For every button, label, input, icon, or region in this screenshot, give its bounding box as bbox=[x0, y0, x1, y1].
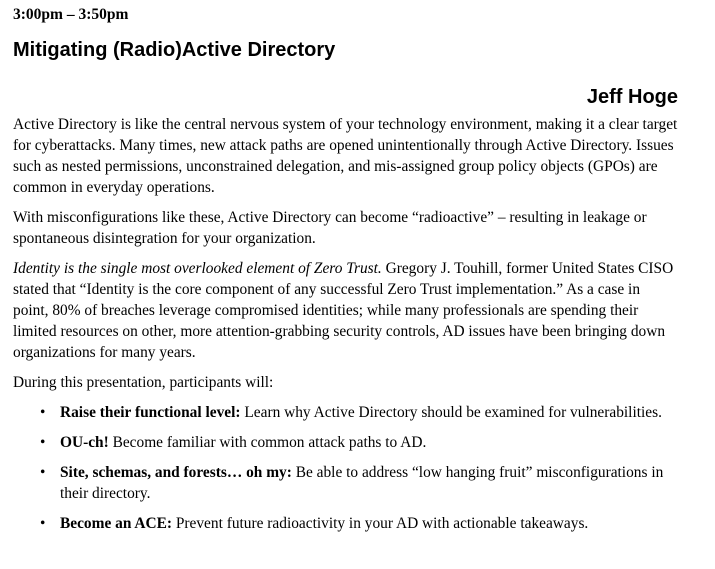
participants-intro: During this presentation, participants will: bbox=[13, 374, 274, 391]
list-item bbox=[13, 462, 678, 504]
zero-trust-body: Gregory J. Touhill, former United States CISO stated that “Identity is the core component of any successful Zero Trust implementation.” As a case in point, 80% of breaches leverage compromised identities; while many professionals are spending their limited resources on other, more attention-grabbing security controls, AD issues have been bringing down organizations for many years. bbox=[13, 260, 674, 361]
radioactive-paragraph: With misconfigurations like these, Active Directory can become “radioactive” – resulting in leakage or spontaneous disintegration for your organization. bbox=[13, 209, 647, 247]
list-item-heading: Become an ACE: bbox=[60, 515, 172, 532]
speaker-name: Jeff Hoge bbox=[586, 86, 678, 108]
list-item-text: Be able to address “low hanging fruit” misconfigurations in their directory. bbox=[60, 464, 664, 502]
list-item bbox=[13, 432, 678, 453]
list-item-heading: OU-ch! bbox=[60, 434, 109, 451]
session-title: Mitigating (Radio)Active Directory bbox=[13, 39, 336, 61]
intro-paragraph: Active Directory is like the central nervous system of your technology environment, making it a clear target for cyberattacks. Many times, new attack paths are opened unintentionally through Active Directory. Issues such as nested permissions, unconstrained delegation, and mis-assigned group policy objects (GPOs) are common in everyday operations. bbox=[13, 116, 678, 196]
list-item-heading: Site, schemas, and forests… oh my: bbox=[60, 464, 292, 481]
list-item-text: Become familiar with common attack paths to AD. bbox=[108, 434, 427, 451]
takeaways-list bbox=[13, 402, 678, 534]
list-item bbox=[13, 402, 678, 423]
session-time: 3:00pm – 3:50pm bbox=[13, 6, 129, 23]
list-item bbox=[13, 513, 678, 534]
bullet-marker: • bbox=[40, 464, 46, 481]
bullet-marker: • bbox=[40, 404, 46, 421]
list-item-text: Prevent future radioactivity in your AD with actionable takeaways. bbox=[172, 515, 589, 532]
list-item-text: Learn why Active Directory should be examined for vulnerabilities. bbox=[240, 404, 662, 421]
bullet-marker: • bbox=[40, 515, 46, 532]
zero-trust-paragraph bbox=[13, 258, 678, 363]
zero-trust-lead: Identity is the single most overlooked element of Zero Trust. bbox=[13, 260, 382, 277]
bullet-marker: • bbox=[40, 434, 46, 451]
list-item-heading: Raise their functional level: bbox=[60, 404, 241, 421]
